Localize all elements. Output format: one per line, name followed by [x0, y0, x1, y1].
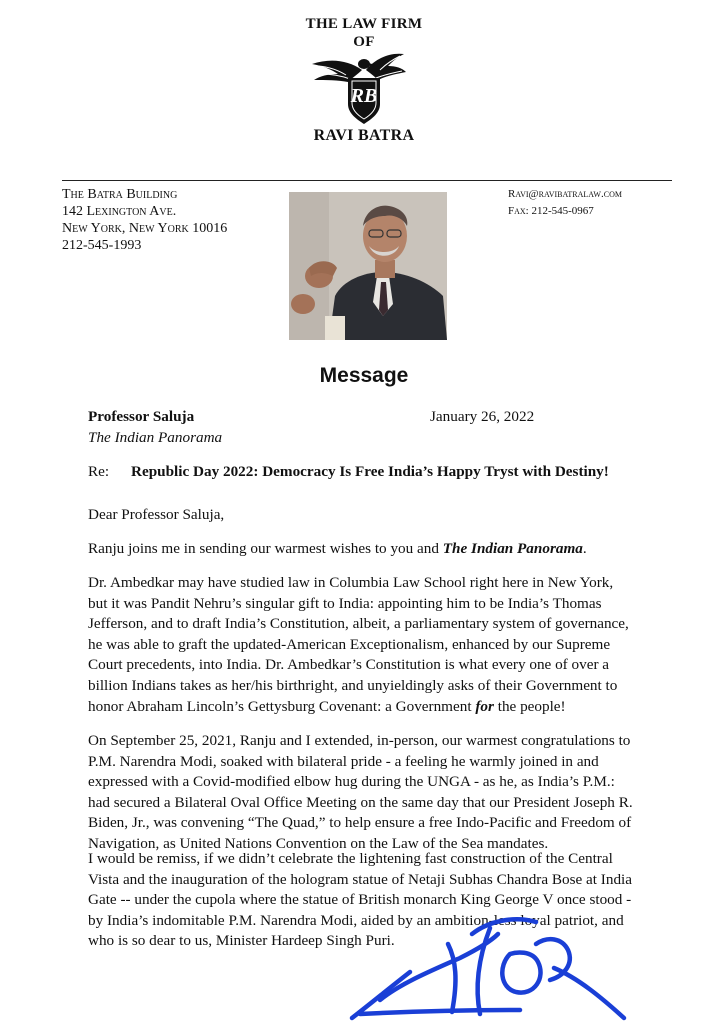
p3-line: had secured a Bilateral Oval Office Meeting on the same day that our President Joseph R.: [88, 793, 633, 811]
re-subject: Republic Day 2022: Democracy Is Free India’s Happy Tryst with Destiny!: [131, 463, 609, 480]
p4-line: I would be remiss, if we didn’t celebrate the lightening fast construction of the Central: [88, 850, 613, 867]
email-address[interactable]: Ravi@ravibatralaw.com: [508, 188, 622, 200]
recipient-publication: The Indian Panorama: [88, 428, 223, 446]
p2-line: billion Indians takes as her/his birthright, and unyieldingly asks of their Government to: [88, 676, 618, 694]
recipient-block: [88, 407, 222, 448]
paragraph-2: [88, 573, 668, 717]
address-line2: 142 Lexington Ave.: [62, 204, 177, 219]
address-line1: The Batra Building: [62, 187, 178, 202]
letter-date: January 26, 2022: [430, 408, 535, 425]
re-label: Re:: [88, 463, 110, 480]
p3-line: Navigation, as United Nations Convention on the Law of the Sea mandates.: [88, 834, 549, 852]
p1-emphasis: The Indian Panorama: [442, 540, 583, 557]
handwritten-signature-icon: [340, 914, 630, 1022]
address-block: [62, 186, 227, 254]
p2-line: he was able to graft the updated-American Exceptionalism, enhanced by our Supreme: [88, 635, 611, 653]
p4-line: by India’s indomitable P.M. Narendra Modi, aided by an ambition-less loyal patriot, and: [88, 911, 624, 929]
p3-line: expressed with a Covid-modified elbow hug during the UNGA - as he, as India’s P.M.:: [88, 773, 615, 791]
p1-text: Ranju joins me in sending our warmest wishes to you and: [88, 540, 443, 557]
p1-end: .: [582, 540, 587, 557]
p4-line: Gate -- under the cupola where the statue of British monarch King George V once stood -: [88, 891, 632, 909]
page-title: Message: [319, 364, 409, 387]
contact-block: [508, 186, 622, 220]
p2-line7-start: honor Abraham Lincoln’s Gettysburg Covenant: a Government: [88, 697, 476, 715]
p4-line: Vista and the inauguration of the hologram statue of Netaji Subhas Chandra Bose at India: [88, 870, 633, 888]
monogram: RB: [350, 85, 378, 107]
p4-line: who is so dear to us, Minister Hardeep Singh Puri.: [88, 932, 395, 950]
recipient-name: Professor Saluja: [88, 408, 195, 425]
firm-name-line1: THE LAW FIRM: [305, 16, 423, 32]
p2-line: Court precedents, into India. Dr. Ambedkar’s Constitution is what every one of over a: [88, 656, 610, 674]
address-line3: New York, New York 10016: [62, 221, 228, 236]
p2-line7-emphasis: for: [475, 697, 494, 715]
header-divider: [62, 180, 672, 181]
p2-line: Jefferson, and to draft India’s Constitution, albeit, a parliamentary system of governance,: [88, 615, 629, 633]
firm-name-line3: RAVI BATRA: [313, 127, 415, 144]
paragraph-1: [88, 539, 668, 560]
p3-line: On September 25, 2021, Ranju and I extended, in-person, our warmest congratulations to: [88, 732, 631, 749]
portrait-photo-icon: [289, 192, 447, 340]
p3-line: Biden, Jr., was convening “The Quad,” to help ensure a free Indo-Pacific and Freedom of: [88, 814, 632, 832]
p2-line7-end: the people!: [493, 697, 566, 715]
p3-line: P.M. Narendra Modi, soaked with bilateral pride - a feeling he warmly joined in and: [88, 752, 599, 770]
p2-line: Dr. Ambedkar may have studied law in Columbia Law School right here in New York,: [88, 574, 614, 591]
phone-number: 212-545-1993: [62, 238, 142, 253]
fax-number: Fax: 212-545-0967: [508, 205, 594, 217]
firm-name-line2: OF: [353, 34, 375, 50]
p2-line: but it was Pandit Nehru’s singular gift to India: appointing him to be India’s Thomas: [88, 594, 602, 612]
salutation: Dear Professor Saluja,: [88, 506, 225, 523]
paragraph-3: [88, 731, 668, 855]
